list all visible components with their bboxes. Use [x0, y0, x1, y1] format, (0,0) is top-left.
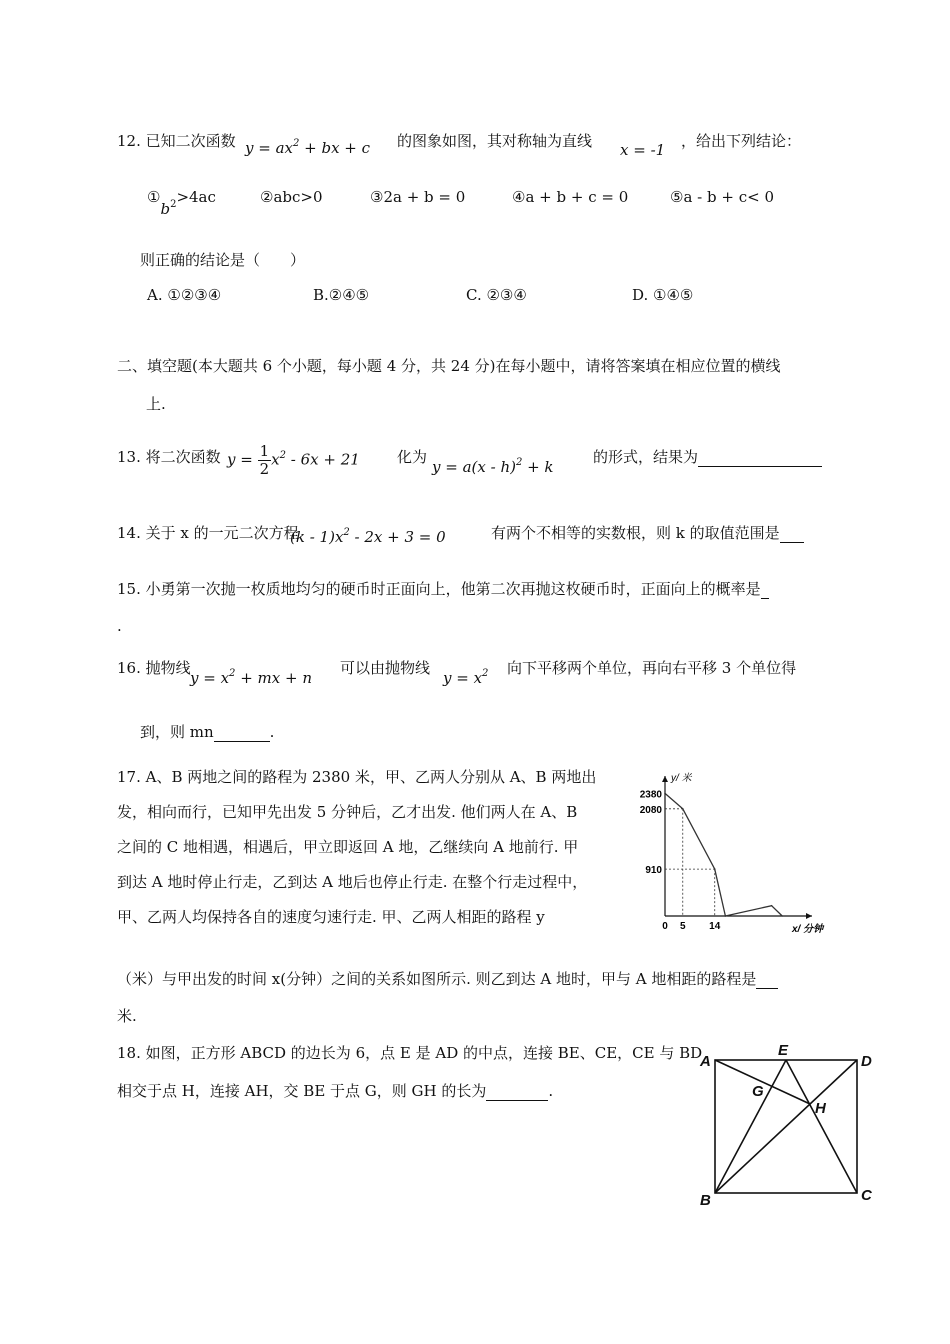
q14-eq-a: (k - 1)x: [290, 528, 344, 546]
q17-line-3: 之间的 C 地相遇，相遇后，甲立即返回 A 地，乙继续向 A 地前行. 甲: [117, 838, 579, 856]
q17-line-4: 到达 A 地时停止行走，乙到达 A 地后也停止行走. 在整个行走过程中，: [117, 873, 588, 891]
q14-answer-blank[interactable]: [780, 524, 804, 543]
q16-line2-b: .: [269, 723, 275, 741]
q13-stem-c: [593, 446, 822, 467]
label-d: D: [861, 1053, 872, 1070]
q17-line-1: 17. A、B 两地之间的路程为 2380 米，甲、乙两人分别从 A、B 两地出: [117, 768, 597, 786]
q18-square-figure: [695, 1040, 885, 1210]
x-axis-arrow: [806, 913, 812, 919]
x-tick-label: 0: [662, 921, 668, 932]
y-tick-label: 2380: [639, 789, 662, 801]
y-tick-label: 910: [645, 865, 662, 877]
q18-line2: [117, 1080, 553, 1101]
q14-eq-exp: 2: [343, 527, 350, 538]
q12-choice-2: ②abc>0: [260, 188, 323, 206]
q16-answer-blank[interactable]: [214, 723, 270, 742]
q16-stem-b: 可以由抛物线: [340, 659, 431, 677]
y-tick-label: 2080: [639, 804, 662, 816]
segment-ce: [786, 1060, 857, 1193]
q12-c1-pre: ①: [147, 188, 161, 206]
q12-stem-a: 12. 已知二次函数: [117, 132, 236, 150]
q13-f1-b: x: [271, 450, 280, 469]
q15-answer-blank[interactable]: [761, 580, 769, 599]
q17-line-6-text: （米）与甲出发的时间 x(分钟）之间的关系如图所示. 则乙到达 A 地时，甲与 A 地相距的路程是: [117, 970, 757, 988]
q13-stem-b: 化为: [397, 448, 428, 466]
q16-f1-b: + mx + n: [235, 669, 312, 687]
q13-f2-b: + k: [522, 458, 554, 476]
label-g: G: [752, 1083, 764, 1100]
q17-line-5: 甲、乙两人均保持各自的速度匀速行走. 甲、乙两人相距的路程 y: [117, 908, 545, 926]
label-c: C: [861, 1187, 872, 1204]
q15-text: 15. 小勇第一次抛一枚质地均匀的硬币时正面向上，他第二次再抛这枚硬币时，正面向上的概率是: [117, 580, 761, 598]
q12-formula-exp: 2: [292, 138, 300, 149]
q12-axis: x = -1: [620, 141, 666, 159]
q13-f2-exp: 2: [515, 457, 523, 468]
data-point: [771, 905, 773, 907]
q15-line1: [117, 578, 769, 599]
q16-stem-a: 16. 抛物线: [117, 659, 191, 677]
q12-ask: 则正确的结论是（ ）: [140, 251, 306, 269]
q12-c1-post: >4ac: [176, 188, 216, 206]
q12-choice-5: ⑤a - b + c< 0: [670, 188, 774, 206]
q13-fraction: [258, 443, 272, 478]
q16-function-2: [443, 669, 488, 687]
q17-line-7: 米.: [117, 1007, 137, 1025]
q18-answer-blank[interactable]: [486, 1082, 548, 1101]
label-h: H: [815, 1100, 826, 1117]
q14-stem-b: [491, 522, 804, 543]
label-e: E: [778, 1042, 789, 1059]
q12-choice-3: ③2a + b = 0: [370, 188, 466, 206]
q12-function: [245, 139, 370, 157]
q13-frac-num: 1: [259, 442, 270, 460]
q16-function-1: [190, 669, 312, 687]
x-tick-label: 5: [679, 921, 686, 932]
segment-be: [715, 1060, 786, 1193]
q13-stem-a: 13. 将二次函数: [117, 448, 221, 466]
q18-line2-b: .: [548, 1082, 554, 1100]
y-axis-arrow: [662, 776, 668, 782]
q17-line-6: [117, 968, 778, 989]
q17-answer-blank[interactable]: [756, 970, 778, 989]
q13-f1-c: - 6x + 21: [285, 450, 360, 469]
q17-chart: [625, 770, 845, 940]
q13-answer-blank[interactable]: [698, 448, 822, 467]
q12-c1-b: b: [160, 200, 171, 218]
q16-line2-a: 到，则 mn: [140, 723, 214, 741]
label-a: A: [700, 1053, 711, 1070]
q16-f1-exp: 2: [229, 668, 236, 679]
q14-stem-a: 14. 关于 x 的一元二次方程: [117, 524, 299, 542]
q14-equation: [290, 528, 446, 546]
q12-stem-c: ，给出下列结论：: [681, 132, 802, 150]
diagonal-bd: [715, 1060, 857, 1193]
q17-line-2: 发，相向而行，已知甲先出发 5 分钟后，乙才出发. 他们两人在 A、B: [117, 803, 578, 821]
q13-stem-c-text: 的形式，结果为: [593, 448, 699, 466]
label-b: B: [700, 1192, 711, 1209]
chart-layer: [640, 772, 825, 935]
q18-line1: 18. 如图，正方形 ABCD 的边长为 6，点 E 是 AD 的中点，连接 BE、CE，CE 与 BD: [117, 1044, 703, 1062]
q15-line2: .: [117, 617, 122, 635]
q16-stem-c: 向下平移两个单位，再向右平移 3 个单位得: [507, 659, 797, 677]
data-point: [781, 915, 783, 917]
q12-option-d: D. ①④⑤: [632, 286, 694, 304]
q12-option-a: A. ①②③④: [147, 286, 222, 304]
x-tick-label: 14: [709, 921, 721, 932]
q13-function-2: [432, 458, 554, 476]
q18-line2-a: 相交于点 H，连接 AH，交 BE 于点 G，则 GH 的长为: [117, 1082, 487, 1100]
q12-line1: [117, 130, 236, 152]
q14-stem-b-text: 有两个不相等的实数根，则 k 的取值范围是: [491, 524, 780, 542]
q12-choice-4: ④a + b + c = 0: [512, 188, 629, 206]
q16-f1-a: y = x: [190, 669, 230, 687]
q16-line2: [140, 721, 274, 742]
q12-option-c: C. ②③④: [466, 286, 527, 304]
q13-f2-a: y = a(x - h): [432, 458, 516, 476]
q13-frac-den: 2: [259, 460, 270, 478]
q13-f1-exp: 2: [279, 449, 286, 461]
q12-stem-b: 的图象如图，其对称轴为直线: [397, 132, 593, 150]
data-point: [725, 915, 727, 917]
q12-c1-exp: 2: [170, 199, 177, 210]
q16-f2-exp: 2: [482, 668, 489, 679]
q12-choice-1: [147, 188, 216, 218]
data-point: [664, 793, 666, 795]
q17-text-block: [117, 760, 596, 935]
q13-f1-a: y =: [227, 450, 258, 469]
q13-function-1: [227, 443, 360, 478]
y-axis-label: y/ 米: [671, 773, 692, 784]
q12-option-b: B.②④⑤: [313, 286, 370, 304]
q12-formula-b: + bx + c: [299, 139, 371, 157]
q12-formula-a: y = ax: [245, 139, 293, 157]
section2-heading: 二、填空题(本大题共 6 个小题，每小题 4 分，共 24 分)在每小题中，请将答案填在相应位置的横线: [117, 357, 781, 375]
section2-heading-cont: 上.: [146, 395, 166, 413]
q16-f2-a: y = x: [443, 669, 483, 687]
x-axis-label: x/ 分钟: [792, 924, 824, 935]
q14-eq-b: - 2x + 3 = 0: [349, 528, 446, 546]
